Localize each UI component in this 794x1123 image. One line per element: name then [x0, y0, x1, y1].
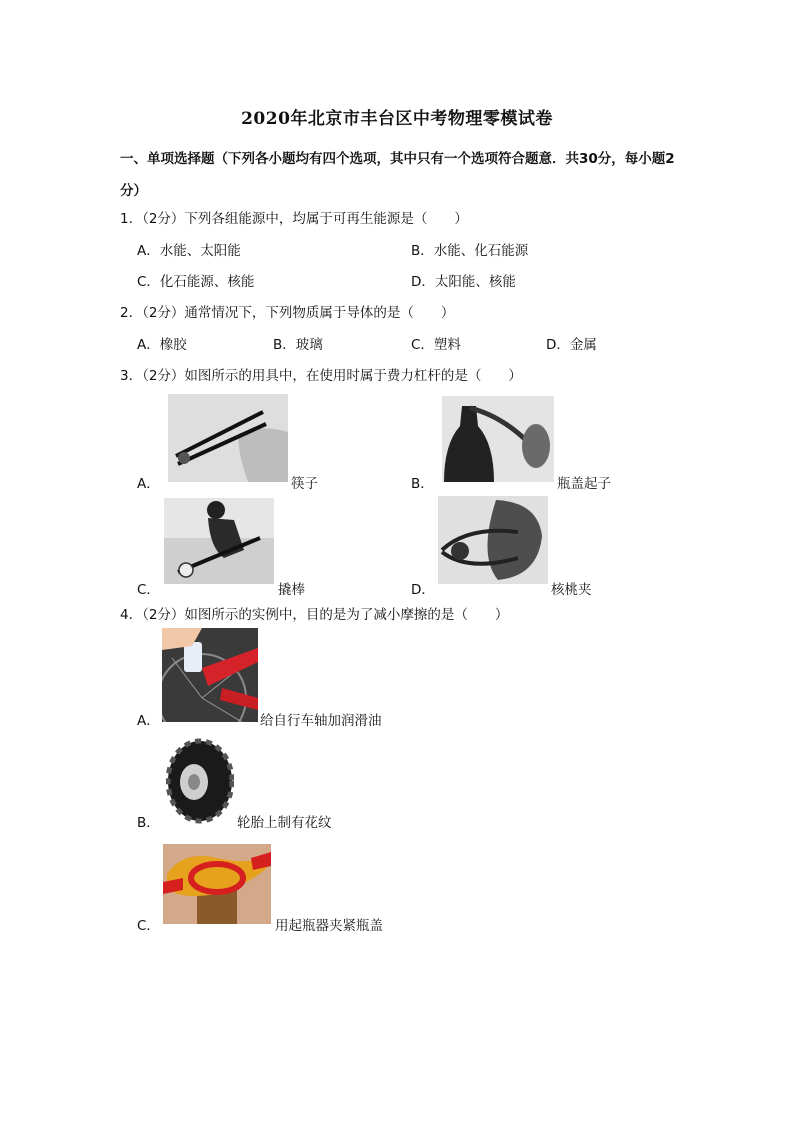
- question-3-option-a-letter[interactable]: A．: [137, 476, 160, 492]
- crowbar-photo: [164, 498, 274, 584]
- bicycle-lubrication-photo: [162, 628, 258, 722]
- question-4-option-b-caption: 轮胎上制有花纹: [237, 815, 332, 831]
- question-4-option-a-letter[interactable]: A．: [137, 713, 160, 729]
- nutcracker-image: [438, 496, 548, 584]
- question-2-option-a[interactable]: A．橡胶: [137, 337, 187, 353]
- question-1-stem: 1．（2分）下列各组能源中，均属于可再生能源是（ ）: [120, 211, 468, 227]
- question-3-option-d-letter[interactable]: D．: [411, 582, 435, 598]
- question-2-option-c[interactable]: C．塑料: [411, 337, 461, 353]
- crowbar-image: [164, 498, 274, 584]
- question-3-option-a-caption: 筷子: [291, 476, 318, 492]
- chopsticks-image: [168, 394, 288, 482]
- question-4-option-c-letter[interactable]: C．: [137, 918, 160, 934]
- jar-opener-image: [163, 844, 271, 924]
- question-4-option-c-caption: 用起瓶器夹紧瓶盖: [275, 918, 383, 934]
- question-1-option-b[interactable]: B．水能、化石能源: [411, 243, 529, 259]
- tire-image: [166, 738, 234, 824]
- bicycle-lubrication-image: [162, 628, 258, 722]
- question-2-option-b[interactable]: B．玻璃: [273, 337, 323, 353]
- bottle-opener-image: [442, 396, 554, 482]
- chopsticks-photo: [168, 394, 288, 482]
- question-1-option-c[interactable]: C．化石能源、核能: [137, 274, 255, 290]
- question-3-option-c-letter[interactable]: C．: [137, 582, 160, 598]
- question-3-option-d-caption: 核桃夹: [551, 582, 592, 598]
- question-1-option-a[interactable]: A．水能、太阳能: [137, 243, 241, 259]
- page-title: 2020年北京市丰台区中考物理零模试卷: [241, 109, 553, 129]
- jar-opener-photo: [163, 844, 271, 924]
- question-2-stem: 2．（2分）通常情况下，下列物质属于导体的是（ ）: [120, 305, 455, 321]
- question-4-stem: 4．（2分）如图所示的实例中，目的是为了减小摩擦的是（ ）: [120, 607, 509, 623]
- question-4-option-a-caption: 给自行车轴加润滑油: [260, 713, 382, 729]
- question-3-option-b-caption: 瓶盖起子: [557, 476, 611, 492]
- question-3-stem: 3．（2分）如图所示的用具中，在使用时属于费力杠杆的是（ ）: [120, 368, 522, 384]
- bottle-opener-photo: [442, 396, 554, 482]
- question-2-option-d[interactable]: D．金属: [546, 337, 597, 353]
- section-heading: 一、单项选择题（下列各小题均有四个选项，其中只有一个选项符合题意．共30分，每小题2分）: [120, 151, 675, 199]
- question-4-option-b-letter[interactable]: B．: [137, 815, 160, 831]
- tire-photo: [166, 738, 234, 824]
- nutcracker-photo: [438, 496, 548, 584]
- question-3-option-b-letter[interactable]: B．: [411, 476, 434, 492]
- question-1-option-d[interactable]: D．太阳能、核能: [411, 274, 516, 290]
- question-3-option-c-caption: 撬棒: [278, 582, 305, 598]
